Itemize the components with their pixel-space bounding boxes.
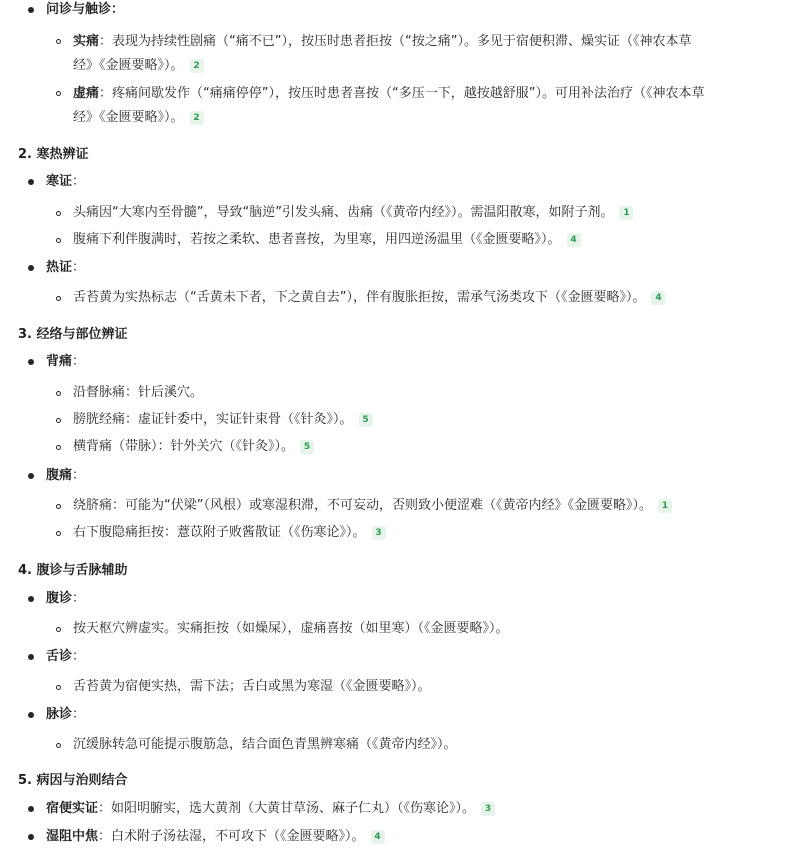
citation-badge[interactable]: 1 [619, 206, 633, 220]
bullet-circle [56, 418, 61, 423]
list-item-shi [73, 32, 691, 52]
bullet-circle [56, 391, 61, 396]
bullet-circle [56, 211, 61, 216]
item-text: 经》《金匮要略》）。 [73, 110, 184, 125]
bullet-circle [56, 296, 61, 301]
citation-badge[interactable]: 5 [300, 440, 314, 454]
bullet-dot [28, 596, 34, 602]
citation-badge[interactable]: 3 [481, 802, 495, 816]
bullet-dot [28, 712, 34, 718]
term: 虚痛 [73, 86, 100, 101]
term: 实痛 [73, 34, 100, 49]
section-title-5: 5. 病因与治则结合 [18, 773, 128, 788]
list-item: 舌苔黄为宿便实热，需下法；舌白或黑为寒湿（《金匮要略》）。 [73, 679, 431, 694]
list-item: 右下腹隐痛拒按：薏苡附子败酱散证（《伤寒论》）。 3 [73, 523, 386, 543]
bullet-circle [56, 91, 61, 96]
bullet-dot [28, 179, 34, 185]
label: 舌诊 [46, 649, 73, 664]
bullet-dot [28, 265, 34, 271]
bullet-circle [56, 504, 61, 509]
list-item: 舌苔黄为实热标志（“舌黄未下者，下之黄自去”），伴有腹胀拒按，需承气汤类攻下（《金匮要略》）。 4 [73, 288, 665, 308]
label: 腹痛 [46, 468, 73, 483]
item-text: 经》《金匮要略》）。 [73, 58, 184, 73]
citation-badge[interactable]: 2 [190, 111, 204, 125]
label: 脉诊 [46, 707, 73, 722]
list-item-shi-cont [73, 56, 204, 76]
subheading-sz: 舌诊： [46, 649, 86, 664]
section-title-2: 2. 寒热辨证 [18, 147, 89, 162]
citation-badge[interactable]: 4 [567, 233, 581, 247]
heading-text: 问诊与触诊： [46, 2, 125, 17]
term: 宿便实证 [46, 801, 99, 816]
list-item: 按天枢穴辨虚实。实痛拒按（如燥屎），虚痛喜按（如里寒）（《金匮要略》）。 [73, 621, 509, 636]
bullet-circle [56, 531, 61, 536]
list-item: 宿便实证：如阳明腑实，选大黄剂（大黄甘草汤、麻子仁丸）（《伤寒论》）。 3 [46, 799, 495, 819]
item-text: ：疼痛间歇发作（“痛痛停停”），按压时患者喜按（“多压一下，越按越舒服”）。可用补法治疗（《神农本草 [99, 86, 705, 101]
subheading-fz: 腹诊： [46, 591, 86, 606]
bullet-dot [28, 7, 34, 13]
list-item: 膀胱经痛：虚证针委中，实证针束骨（《针灸》）。 5 [73, 410, 373, 430]
bullet-dot [28, 654, 34, 660]
section-title-3: 3. 经络与部位辨证 [18, 327, 128, 342]
list-item: 头痛因“大寒内至骨髓”，导致“脑逆”引发头痛、齿痛（《黄帝内经》）。需温阳散寒，如附子剂。 1 [73, 203, 633, 223]
bullet-dot [28, 834, 34, 840]
bullet-circle [56, 39, 61, 44]
item-text: ：表现为持续性剧痛（“痛不已”），按压时患者拒按（“按之痛”）。多见于宿便积滞、燥实证（《神农本草 [99, 34, 692, 49]
bullet-dot [28, 806, 34, 812]
list-item: 腹痛下利伴腹满时，若按之柔软、患者喜按，为里寒，用四逆汤温里（《金匮要略》）。 4 [73, 230, 581, 250]
citation-badge[interactable]: 4 [651, 291, 665, 305]
citation-badge[interactable]: 3 [372, 526, 386, 540]
subheading-re: 热证： [46, 260, 86, 275]
bullet-dot [28, 473, 34, 479]
bullet-circle [56, 685, 61, 690]
subheading-han: 寒证： [46, 174, 86, 189]
list-item: 沉缓脉转急可能提示腹筋急，结合面色青黑辨寒痛（《黄帝内经》）。 [73, 737, 457, 752]
list-item: 绕脐痛：可能为“伏梁”（风根）或寒湿积滞，不可妄动，否则致小便涩难（《黄帝内经》《金匮要略》）。 1 [73, 496, 672, 516]
section-title-4: 4. 腹诊与舌脉辅助 [18, 563, 128, 578]
list-item: 沿督脉痛：针后溪穴。 [73, 385, 204, 400]
label: 寒证 [46, 174, 73, 189]
subheading-mz: 脉诊： [46, 707, 86, 722]
list-item-xu [73, 84, 704, 104]
subheading-fu: 腹痛： [46, 468, 86, 483]
bullet-circle [56, 743, 61, 748]
list-item-xu-cont [73, 108, 204, 128]
bullet-dot [28, 359, 34, 365]
bullet-circle [56, 627, 61, 632]
list-item: 湿阻中焦：白术附子汤祛湿，不可攻下（《金匮要略》）。 4 [46, 827, 385, 847]
bullet-circle [56, 238, 61, 243]
citation-badge[interactable]: 4 [371, 830, 385, 844]
label: 腹诊 [46, 591, 73, 606]
citation-badge[interactable]: 1 [658, 499, 672, 513]
top-heading [46, 0, 124, 20]
label: 热证 [46, 260, 73, 275]
citation-badge[interactable]: 2 [190, 59, 204, 73]
label: 背痛 [46, 354, 73, 369]
bullet-circle [56, 445, 61, 450]
list-item: 横背痛（带脉）：针外关穴（《针灸》）。 5 [73, 437, 314, 457]
citation-badge[interactable]: 5 [359, 413, 373, 427]
subheading-bei: 背痛： [46, 354, 86, 369]
term: 湿阻中焦 [46, 829, 99, 844]
